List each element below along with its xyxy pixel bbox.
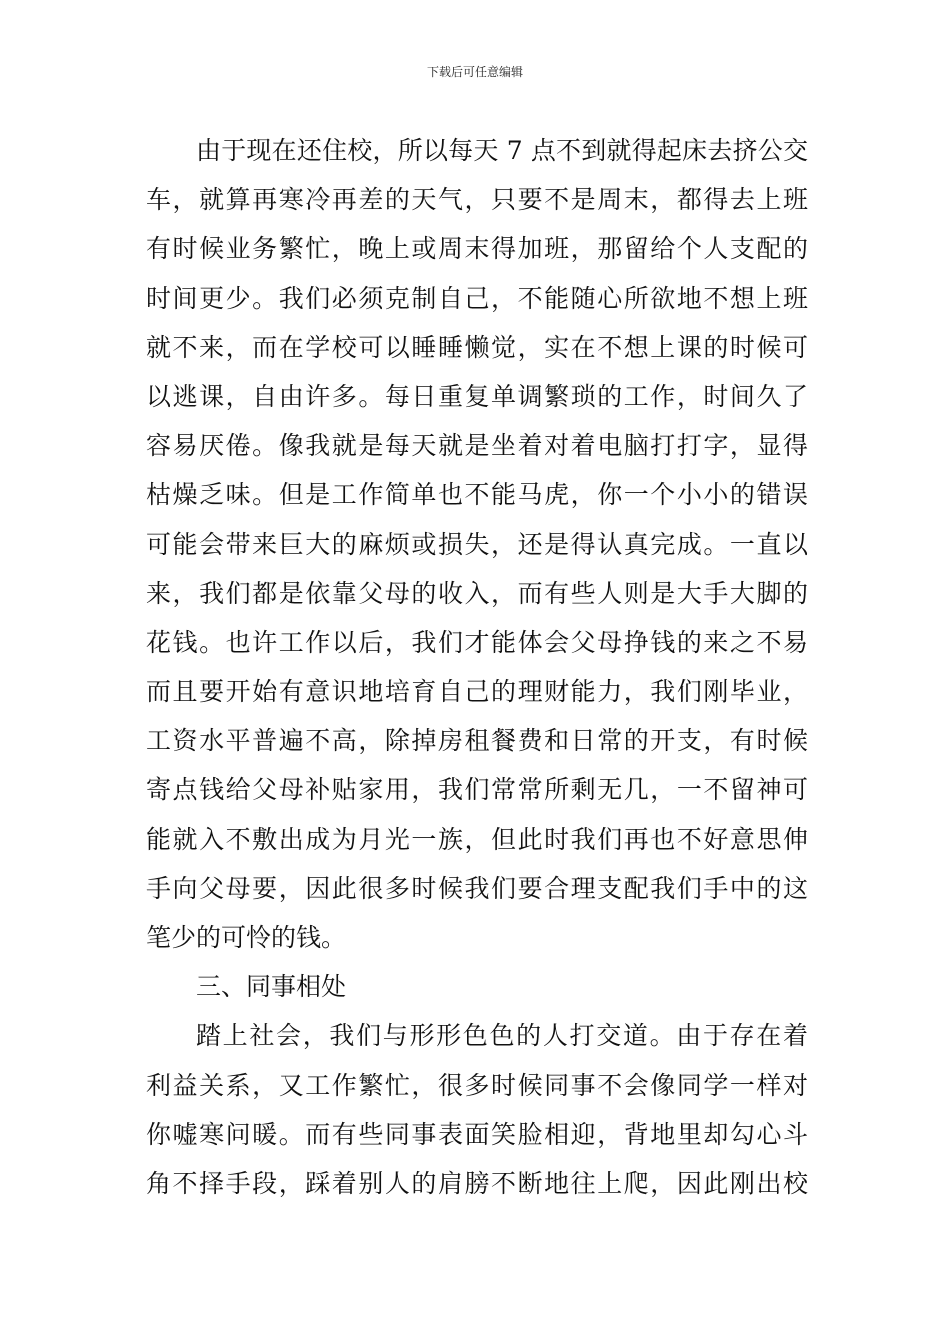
- paragraph-line: 时间更少。我们必须克制自己，不能随心所欲地不想上班: [146, 283, 808, 313]
- paragraph-line: 以逃课，自由许多。每日重复单调繁琐的工作，时间久了: [146, 381, 808, 411]
- paragraph-line: 容易厌倦。像我就是每天就是坐着对着电脑打打字，显得: [146, 431, 808, 461]
- paragraph-line: 车，就算再寒冷再差的天气，只要不是周末，都得去上班: [146, 185, 808, 215]
- section-heading: 三、同事相处: [196, 972, 347, 1002]
- paragraph-line: 由于现在还住校，所以每天 7 点不到就得起床去挤公交: [196, 136, 808, 165]
- paragraph-line: 角不择手段，踩着别人的肩膀不断地往上爬，因此刚出校: [146, 1168, 808, 1198]
- paragraph-line: 踏上社会，我们与形形色色的人打交道。由于存在着: [196, 1021, 808, 1051]
- paragraph-line: 枯燥乏味。但是工作简单也不能马虎，你一个小小的错误: [146, 480, 808, 510]
- paragraph-line: 利益关系，又工作繁忙，很多时候同事不会像同学一样对: [146, 1070, 808, 1100]
- paragraph-line: 就不来，而在学校可以睡睡懒觉，实在不想上课的时候可: [146, 332, 808, 362]
- paragraph-line: 可能会带来巨大的麻烦或损失，还是得认真完成。一直以: [146, 529, 808, 559]
- paragraph-line: 花钱。也许工作以后，我们才能体会父母挣钱的来之不易: [146, 627, 808, 657]
- document-body: [146, 126, 808, 1208]
- page-header: 下载后可任意编辑: [426, 65, 523, 79]
- paragraph-line: 有时候业务繁忙，晚上或周末得加班，那留给个人支配的: [146, 234, 808, 264]
- paragraph-line: 寄点钱给父母补贴家用，我们常常所剩无几，一不留神可: [146, 775, 808, 805]
- paragraph-line: 手向父母要，因此很多时候我们要合理支配我们手中的这: [146, 873, 808, 903]
- paragraph-line: 笔少的可怜的钱。: [146, 923, 347, 952]
- paragraph-line: 工资水平普遍不高，除掉房租餐费和日常的开支，有时候: [146, 726, 808, 756]
- paragraph-line: 来，我们都是依靠父母的收入，而有些人则是大手大脚的: [146, 578, 808, 608]
- paragraph-line: 你嘘寒问暖。而有些同事表面笑脸相迎，背地里却勾心斗: [146, 1119, 808, 1149]
- paragraph-line: 而且要开始有意识地培育自己的理财能力，我们刚毕业，: [146, 677, 808, 707]
- paragraph-line: 能就入不敷出成为月光一族，但此时我们再也不好意思伸: [146, 824, 808, 854]
